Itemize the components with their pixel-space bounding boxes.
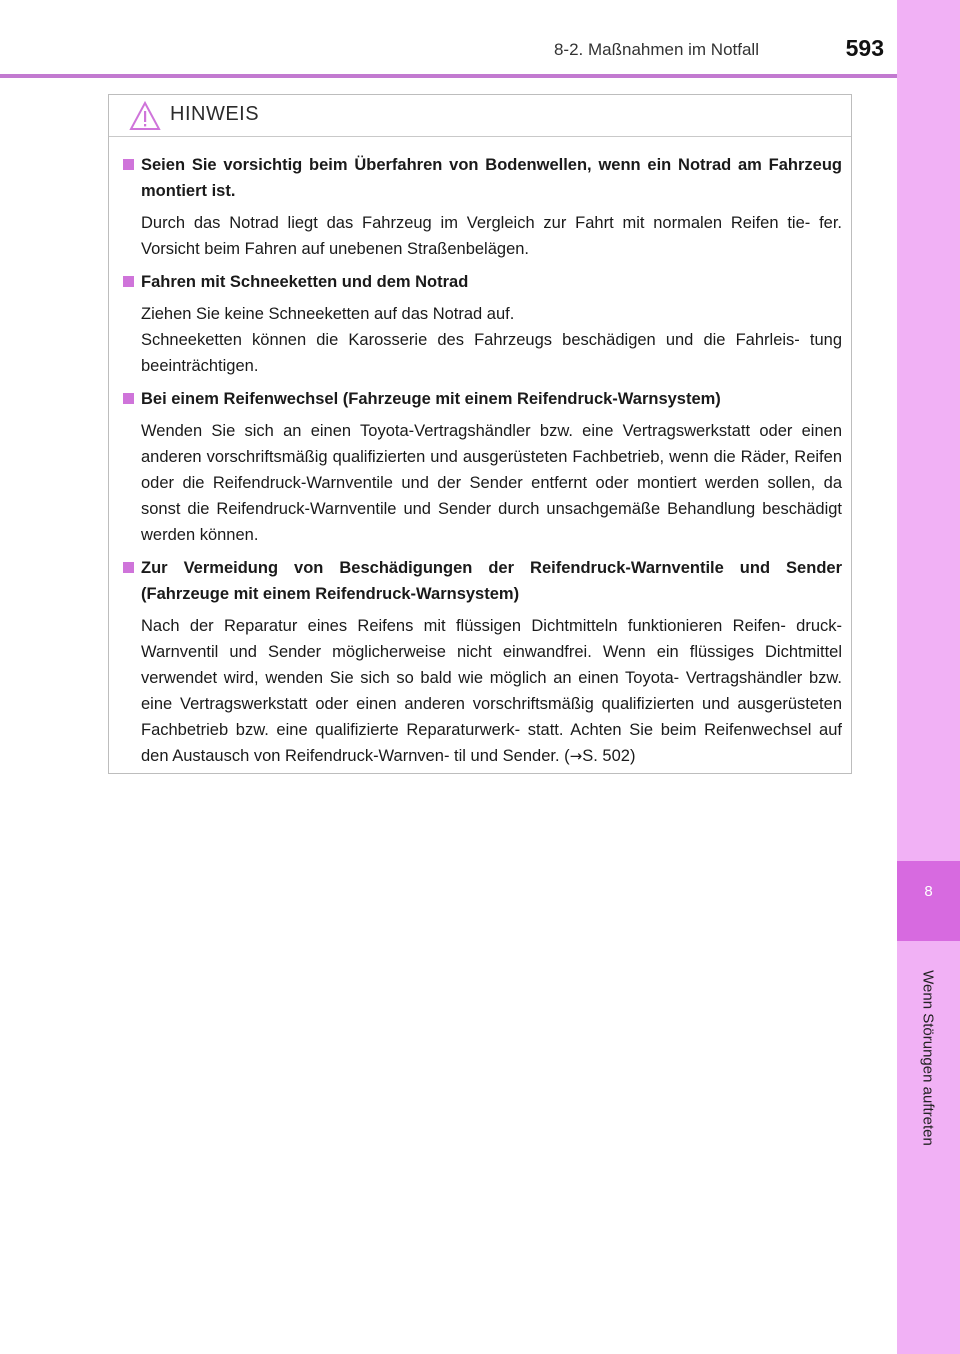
bullet-square-icon bbox=[123, 159, 134, 170]
item-paragraph: Nach der Reparatur eines Reifens mit flüssigen Dichtmitteln funktionieren Reifen- druck-Warnventil und Sender möglicherweise nicht einwandfrei. Wenn ein flüssiges Dichtmittel verwendet wird, wenden Sie sich so bald wie möglich an einen Toyota- Vertragshändler bzw. eine Vertragswerkstatt oder einen anderen vorschriftsmäßig qualifizierten und ausgerüsteten Fachbetrieb bzw. eine qualifizierte Reparaturwerk- statt. Achten Sie beim Reifenwechsel auf den Austausch von Reifendruck-Warnven- til und Sender. (→S. 502) bbox=[141, 617, 842, 765]
page-reference[interactable]: (→S. 502) bbox=[564, 747, 636, 765]
item-paragraph: Ziehen Sie keine Schneeketten auf das Notrad auf. bbox=[141, 305, 515, 323]
bullet-square-icon bbox=[123, 276, 134, 287]
notice-item bbox=[120, 386, 842, 548]
notice-box bbox=[108, 94, 852, 774]
item-paragraph: Schneeketten können die Karosserie des Fahrzeugs beschädigen und die Fahrleis- tung beeinträchtigen. bbox=[141, 331, 842, 375]
header-rule bbox=[0, 74, 897, 78]
bullet-square-icon bbox=[123, 393, 134, 404]
chapter-tab[interactable] bbox=[897, 861, 960, 941]
bullet-square-icon bbox=[123, 562, 134, 573]
notice-body bbox=[109, 137, 851, 769]
chapter-title: Wenn Störungen auftreten bbox=[919, 970, 937, 1146]
side-strip bbox=[897, 0, 960, 1354]
warning-triangle-icon bbox=[129, 101, 161, 131]
item-heading: Zur Vermeidung von Beschädigungen der Reifendruck-Warnventile und Sender (Fahrzeuge mit einem Reifendruck-Warnsystem) bbox=[120, 555, 842, 607]
item-paragraph: Durch das Notrad liegt das Fahrzeug im Vergleich zur Fahrt mit normalen Reifen tie- fer. Vorsicht beim Fahren auf unebenen Straßenbelägen. bbox=[141, 214, 842, 258]
item-heading: Seien Sie vorsichtig beim Überfahren von Bodenwellen, wenn ein Notrad am Fahrzeug montiert ist. bbox=[120, 152, 842, 204]
notice-header bbox=[109, 95, 851, 137]
chapter-number: 8 bbox=[924, 883, 933, 900]
page-number: 593 bbox=[845, 35, 884, 61]
item-paragraph: Wenden Sie sich an einen Toyota-Vertragshändler bzw. eine Vertragswerkstatt oder einen anderen vorschriftsmäßig qualifizierten und ausgerüsteten Fachbetrieb, wenn die Räder, Reifen oder die Reifendruck-Warnventile und der Sender entfernt oder montiert werden sollen, da sonst die Reifendruck-Warnventile und Sender durch unsachgemäße Behandlung beschädigt werden können. bbox=[141, 422, 842, 544]
notice-item bbox=[120, 152, 842, 262]
section-title: 8-2. Maßnahmen im Notfall bbox=[553, 40, 759, 59]
item-heading: Bei einem Reifenwechsel (Fahrzeuge mit einem Reifendruck-Warnsystem) bbox=[120, 386, 842, 412]
notice-item bbox=[120, 555, 842, 769]
notice-title: HINWEIS bbox=[170, 103, 260, 125]
item-heading: Fahren mit Schneeketten und dem Notrad bbox=[120, 269, 842, 295]
notice-item bbox=[120, 269, 842, 379]
arrow-right-icon: → bbox=[569, 747, 583, 765]
